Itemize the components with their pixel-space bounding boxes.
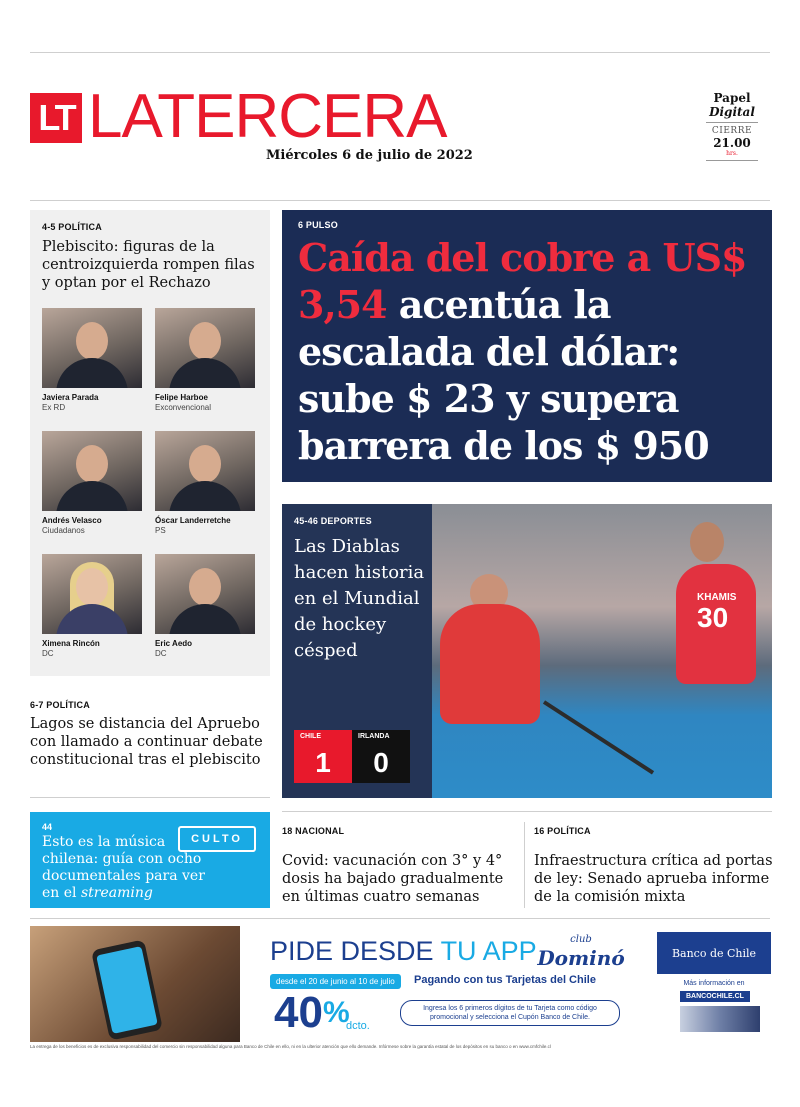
- club-domino-logo: [535, 934, 627, 970]
- ad-instructions: Ingresa los 6 primeros dígitos de tu Tarjeta como código promocional y selecciona el Cupón Banco de Chile.: [400, 1000, 620, 1026]
- bank-logo[interactable]: Banco de Chile: [657, 932, 771, 974]
- culto-page-number: 44: [42, 822, 53, 832]
- person-photo: [155, 554, 255, 634]
- person-name: Eric Aedo: [155, 639, 193, 648]
- bank-url-link[interactable]: BANCOCHILE.CL: [680, 991, 750, 1002]
- infrastructure-kicker: 16 POLÍTICA: [534, 826, 591, 836]
- discount-number: 40: [274, 988, 323, 1037]
- lagos-headline[interactable]: Lagos se distancia del Apruebo con llamado a continuar debate constitucional tras el plebiscito: [30, 716, 263, 768]
- sports-story[interactable]: [282, 504, 772, 798]
- discount-sign: %: [322, 996, 350, 1029]
- ad-discount: [274, 988, 350, 1038]
- hero-headline-red: Caída del cobre a US$ 3,54: [298, 235, 747, 327]
- edition-line1: Papel: [713, 91, 751, 105]
- person-photo: [155, 308, 255, 388]
- home-score: 1: [294, 743, 352, 783]
- ad-title-main: PIDE DESDE: [270, 936, 441, 966]
- person-name: Óscar Landerretche: [155, 516, 231, 525]
- discount-label: dcto.: [346, 1020, 370, 1032]
- bottom-separator: [282, 811, 772, 812]
- covid-kicker: 18 NACIONAL: [282, 826, 345, 836]
- person-photo: [42, 308, 142, 388]
- person-card: [155, 308, 255, 413]
- person-role: DC: [42, 649, 54, 658]
- away-score: 0: [352, 743, 410, 783]
- politics-box[interactable]: [30, 210, 270, 676]
- ad-photo: [30, 926, 240, 1042]
- ad-title: [270, 936, 537, 967]
- ad-paying: Pagando con tus Tarjetas del Chile: [414, 974, 596, 986]
- person-photo: [42, 431, 142, 511]
- person-role: Ex RD: [42, 403, 66, 412]
- person-name: Felipe Harboe: [155, 393, 208, 402]
- sports-headline[interactable]: Las Diablas hacen historia en el Mundial de hockey césped: [294, 536, 425, 661]
- advertisement[interactable]: [30, 926, 770, 1054]
- edition-unit: hrs.: [706, 150, 758, 161]
- covid-story[interactable]: [282, 826, 522, 906]
- edition-box: [706, 91, 758, 161]
- lagos-kicker: 6-7 POLÍTICA: [30, 700, 90, 710]
- person-role: Exconvencional: [155, 403, 212, 412]
- politics-kicker: 4-5 POLÍTICA: [42, 222, 102, 232]
- lagos-story[interactable]: [30, 700, 280, 769]
- top-rule: [30, 52, 770, 53]
- culto-box[interactable]: [30, 812, 270, 908]
- politics-headline[interactable]: Plebiscito: figuras de la centroizquierda rompen filas y optan por el Rechazo: [42, 239, 255, 291]
- infrastructure-headline[interactable]: Infraestructura crítica ad portas de ley: Senado aprueba informe de la comisión mixta: [534, 853, 773, 905]
- home-team: CHILE: [294, 730, 352, 743]
- person-card: [155, 554, 255, 659]
- person-role: PS: [155, 526, 166, 535]
- ad-date-range: desde el 20 de junio al 10 de julio: [270, 974, 401, 989]
- ad-disclaimer: La entrega de los beneficios es de exclusiva responsabilidad del comercio sin responsabilidad alguna para Banco de Chile en ello, ni en la ulterior atención que ello demande. Infórmese sobre la garantía estatal de los depósitos en su banco o en www.cmfchile.cl: [30, 1044, 551, 1049]
- person-card: [42, 554, 142, 659]
- jersey-number: 30: [697, 602, 729, 633]
- culto-headline-italic: streaming: [80, 885, 153, 901]
- edition-time: 21.00: [713, 136, 751, 150]
- jersey-name: KHAMIS: [697, 592, 737, 603]
- culto-logo: CULTO: [178, 826, 256, 852]
- person-photo: [155, 431, 255, 511]
- masthead-rule: [30, 200, 770, 201]
- phone-icon: [91, 939, 163, 1040]
- logo-wordmark[interactable]: LATERCERA: [88, 82, 447, 151]
- club-label: club: [570, 934, 592, 945]
- hero-story[interactable]: [282, 210, 772, 482]
- player-head: [690, 522, 724, 562]
- person-role: DC: [155, 649, 167, 658]
- ad-separator: [30, 918, 770, 919]
- edition-line3: CIERRE: [711, 126, 753, 136]
- hero-headline-rest: acentúa la escalada del dólar: sube $ 23 y supera barrera de los $ 950: [298, 282, 709, 468]
- more-info-label: Más información en: [683, 980, 745, 987]
- ad-title-accent: TU APP: [440, 936, 537, 966]
- domino-label: Dominó: [537, 946, 625, 970]
- person-name: Andrés Velasco: [42, 516, 102, 525]
- column-divider: [524, 822, 525, 908]
- left-separator: [30, 797, 270, 798]
- scoreboard: [294, 730, 410, 783]
- player-figure: [440, 604, 540, 724]
- infrastructure-story[interactable]: [534, 826, 774, 906]
- person-role: Ciudadanos: [42, 526, 85, 535]
- sports-kicker: 45-46 DEPORTES: [294, 516, 372, 526]
- cards-image: [680, 1006, 760, 1032]
- person-card: [155, 431, 255, 536]
- person-photo: [42, 554, 142, 634]
- hero-kicker: 6 PULSO: [298, 220, 338, 230]
- player-jersey: [697, 592, 736, 632]
- person-card: [42, 308, 142, 413]
- covid-headline[interactable]: Covid: vacunación con 3° y 4° dosis ha bajado gradualmente en últimas cuatro semanas: [282, 853, 504, 905]
- edition-date: Miércoles 6 de julio de 2022: [266, 148, 473, 163]
- culto-headline-main: Esto es la música chilena: guía con ocho documentales para ver en el: [42, 834, 205, 901]
- hero-headline[interactable]: [298, 234, 768, 469]
- person-name: Javiera Parada: [42, 393, 99, 402]
- person-card: [42, 431, 142, 536]
- away-team: IRLANDA: [352, 730, 410, 743]
- edition-line2: Digital: [706, 105, 758, 123]
- logo-mark[interactable]: LT: [30, 93, 82, 143]
- person-name: Ximena Rincón: [42, 639, 100, 648]
